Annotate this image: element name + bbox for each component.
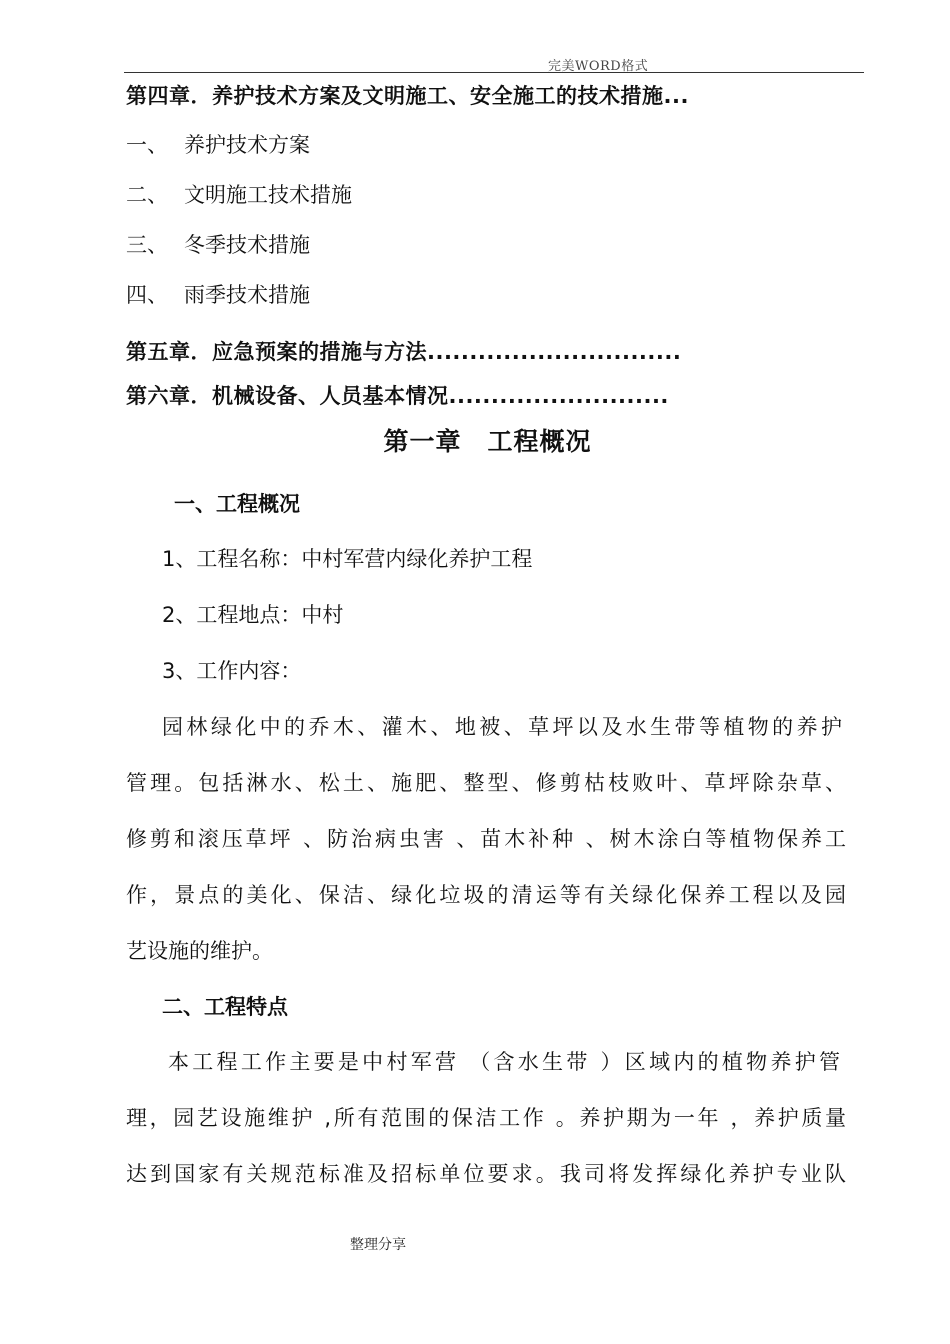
paragraph-line: 作，景点的美化、保洁、绿化垃圾的清运等有关绿化保养工程以及园 [126,883,846,907]
paragraph-line: 修剪和滚压草坪 、防治病虫害 、苗木补种 、树木涂白等植物保养工 [126,827,846,851]
toc-item-number: 二、 [126,183,168,207]
toc-item [126,229,310,259]
toc-item-label: 文明施工技术措施 [184,183,352,207]
project-name-line: 1、工程名称：中村军营内绿化养护工程 [162,547,533,571]
toc-item [126,279,310,309]
toc-item [126,179,352,209]
toc-item-number: 一、 [126,133,168,157]
toc-item-label: 养护技术方案 [184,133,310,157]
work-content-line: 3、工作内容： [162,659,302,683]
chapter-title: 第一章 工程概况 [383,427,592,456]
page-footer-text: 整理分享 [350,1237,406,1253]
toc-chapter-4: 第四章．养护技术方案及文明施工、安全施工的技术措施... [126,84,689,108]
toc-chapter-5: 第五章．应急预案的措施与方法.............................. [126,340,682,364]
paragraph-line: 本工程工作主要是中村军营 （含水生带 ）区域内的植物养护管 [168,1050,840,1074]
project-location-line: 2、工程地点：中村 [162,603,344,627]
paragraph-line: 理，园艺设施维护 ,所有范围的保洁工作 。养护期为一年 ，养护质量 [126,1106,846,1130]
paragraph-line: 园林绿化中的乔木、灌木、地被、草坪以及水生带等植物的养护 [162,715,842,739]
toc-item-number: 三、 [126,233,168,257]
page-header-text: 完美WORD格式 [548,59,649,74]
toc-item-number: 四、 [126,283,168,307]
toc-item-label: 雨季技术措施 [184,283,310,307]
section-heading-features: 二、工程特点 [162,995,288,1019]
toc-item-label: 冬季技术措施 [184,233,310,257]
section-heading-overview: 一、工程概况 [174,492,300,516]
paragraph-line: 达到国家有关规范标准及招标单位要求。我司将发挥绿化养护专业队 [126,1162,846,1186]
paragraph-line: 管理。包括淋水、松土、施肥、整型、修剪枯枝败叶、草坪除杂草、 [126,771,846,795]
toc-chapter-6: 第六章．机械设备、人员基本情况.......................... [126,384,669,408]
paragraph-line: 艺设施的维护。 [126,939,273,963]
header-rule [124,72,864,73]
toc-item [126,129,310,159]
